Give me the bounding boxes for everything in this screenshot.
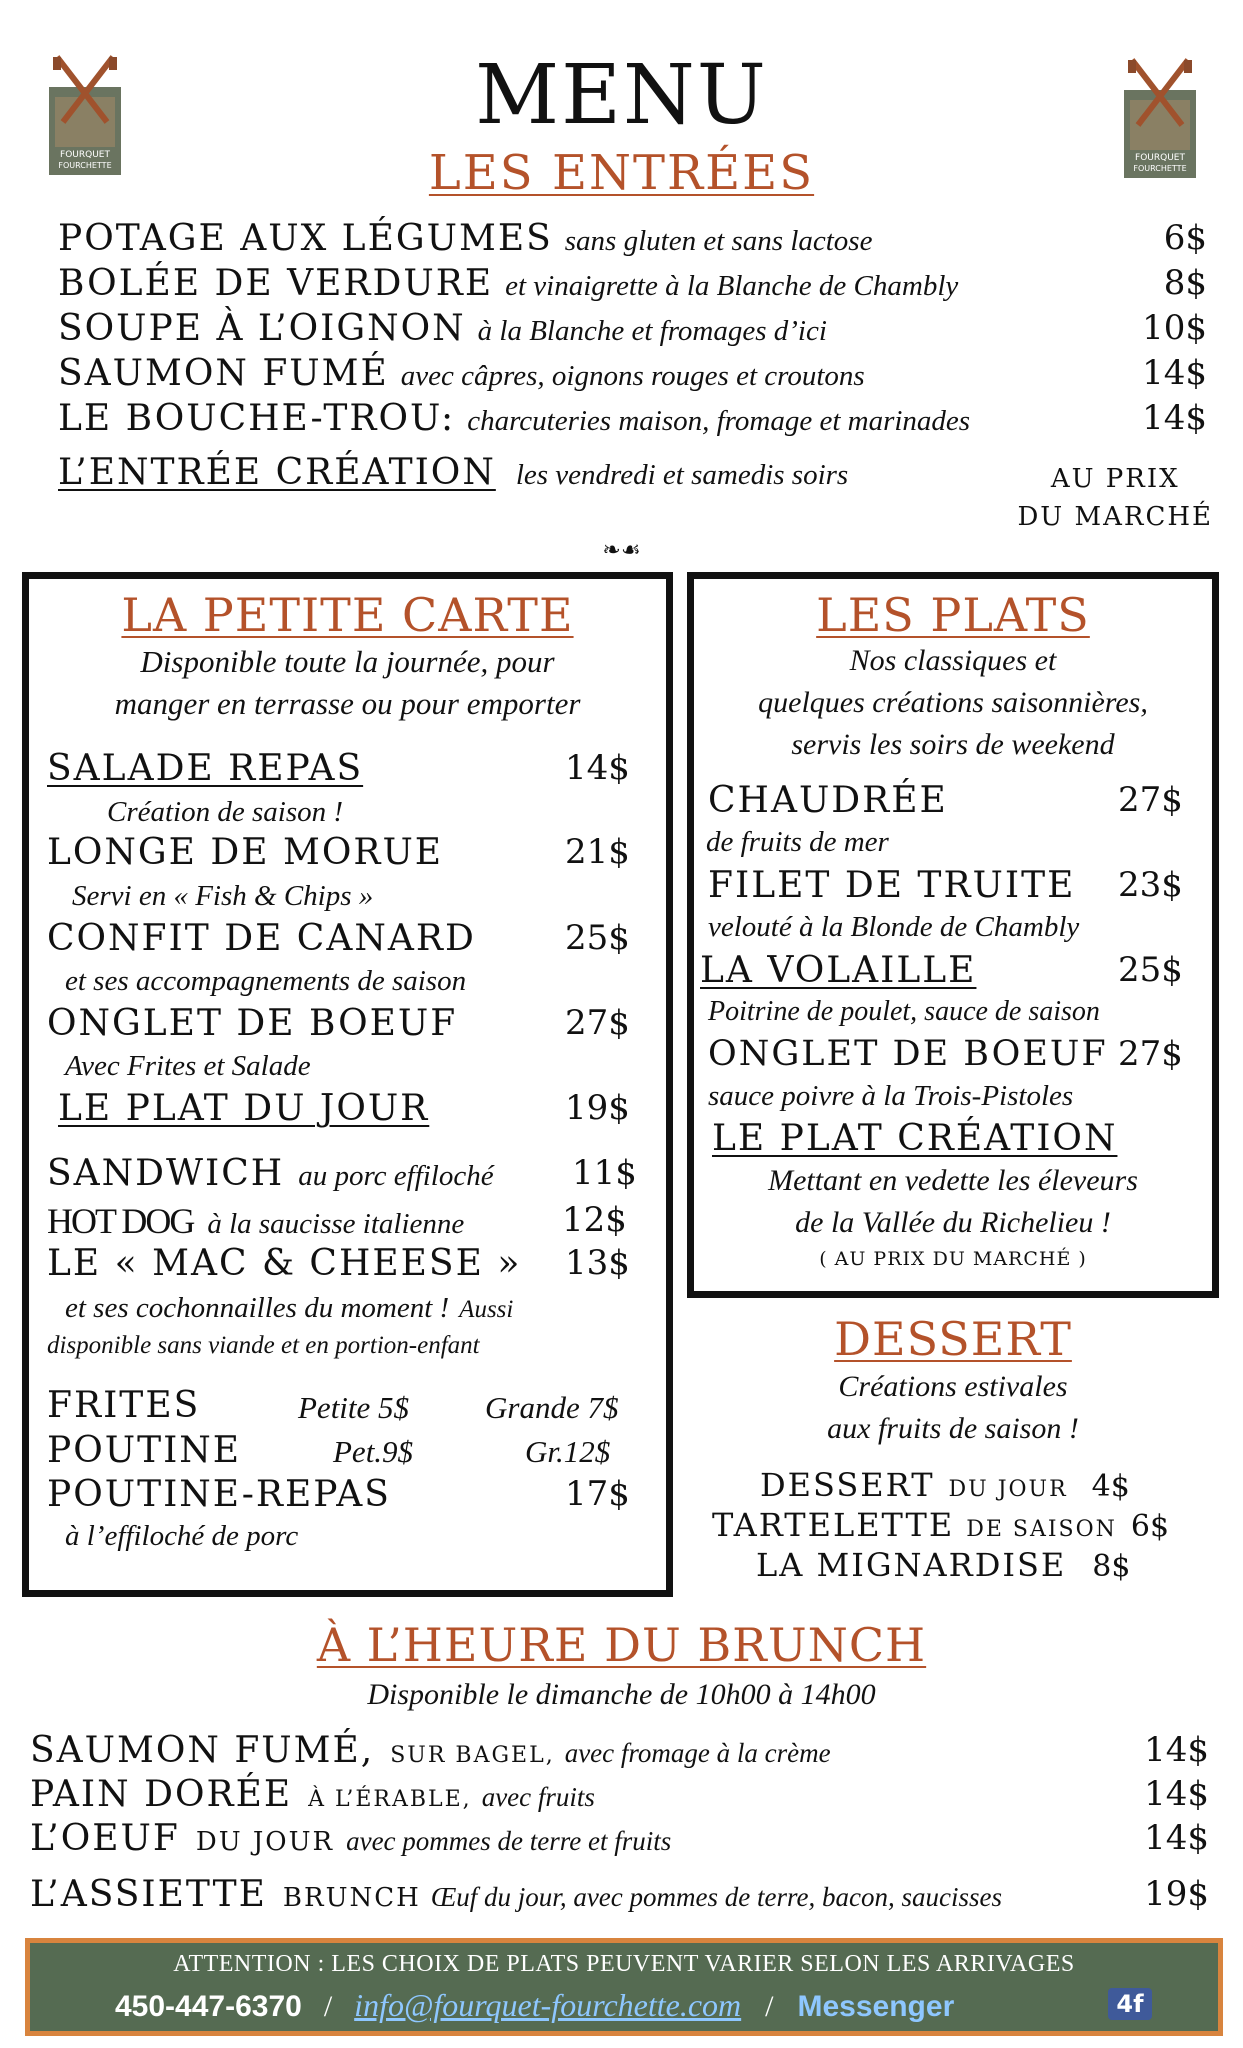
item-price: 14$ <box>1144 1818 1209 1858</box>
item-desc: avec fromage à la crème <box>564 1738 831 1768</box>
item-price: 14$ <box>1142 398 1207 438</box>
list-item <box>760 1466 1130 1504</box>
item-price: 25$ <box>565 918 630 958</box>
facebook-icon[interactable] <box>1108 1988 1152 2020</box>
list-item <box>712 1506 1169 1544</box>
item-desc: les vendredi et samedis soirs <box>515 459 849 491</box>
item-name: LONGE DE MORUE <box>47 832 444 873</box>
logo-text-1: FOURQUET <box>60 150 110 160</box>
entrees-heading: LES ENTRÉES <box>428 145 815 201</box>
plats-heading: LES PLATS <box>816 588 1090 642</box>
list-item <box>30 1818 671 1859</box>
item-desc: à la saucisse italienne <box>207 1208 465 1240</box>
item-desc: au porc effiloché <box>298 1160 494 1192</box>
item-price: 14$ <box>565 748 630 788</box>
item-desc: Œuf du jour, avec pommes de terre, bacon, saucisses <box>430 1882 1002 1912</box>
item-name: SAUMON FUMÉ, <box>30 1730 375 1771</box>
list-item <box>47 1153 494 1194</box>
item-desc: Avec Frites et Salade <box>65 1050 311 1082</box>
list-item <box>30 1874 1002 1915</box>
logo-text-2: FOURCHETTE <box>58 161 112 170</box>
item-desc: sauce poivre à la Trois-Pistoles <box>708 1080 1074 1112</box>
item-name: LE BOUCHE-TROU: <box>58 398 456 439</box>
item-desc: velouté à la Blonde de Chambly <box>708 911 1080 943</box>
dessert-subtitle-2: aux fruits de saison ! <box>827 1412 1079 1445</box>
item-name: SOUPE À L’OIGNON <box>58 308 466 349</box>
small-price: Pet.9$ <box>333 1434 414 1469</box>
item-sub: DE SAISON <box>966 1517 1117 1542</box>
phone-number[interactable]: 450-447-6370 <box>115 1990 302 2023</box>
market-price-line1: AU PRIX <box>1050 464 1180 494</box>
list-item <box>58 263 958 304</box>
item-desc: Création de saison ! <box>107 796 344 828</box>
item-name: ONGLET DE BOEUF <box>708 1034 1108 1074</box>
dessert-subtitle-1: Créations estivales <box>838 1370 1068 1403</box>
item-name: CONFIT DE CANARD <box>47 918 476 959</box>
item-price: 14$ <box>1144 1774 1209 1814</box>
separator: / <box>323 1990 333 2023</box>
item-desc: et vinaigrette à la Blanche de Chambly <box>505 270 959 302</box>
facebook-icon-label: 4f <box>1116 1990 1144 2018</box>
item-price: 14$ <box>1142 353 1207 393</box>
item-sub: DU JOUR <box>948 1477 1068 1502</box>
list-item <box>58 218 872 259</box>
plats-subtitle-2: quelques créations saisonnières, <box>758 686 1148 719</box>
item-price: 8$ <box>1163 263 1207 303</box>
item-name: ONGLET DE BOEUF <box>47 1003 458 1044</box>
list-item <box>756 1546 1130 1584</box>
small-price: Petite 5$ <box>298 1390 410 1425</box>
item-name: FILET DE TRUITE <box>708 865 1076 906</box>
item-desc: et ses accompagnements de saison <box>65 965 467 997</box>
logo-text-1: FOURQUET <box>1135 153 1185 163</box>
ornament-divider: ❧☙ <box>602 538 641 563</box>
item-price: 4$ <box>1091 1469 1130 1504</box>
item-desc: disponible sans viande et en portion-enfant <box>47 1332 480 1359</box>
item-desc-part: et ses cochonnailles du moment ! <box>65 1292 450 1324</box>
item-name: LA MIGNARDISE <box>756 1546 1067 1584</box>
messenger-link[interactable]: Messenger <box>797 1990 955 2023</box>
contact-row <box>115 1987 954 2024</box>
item-price: 25$ <box>1118 950 1183 990</box>
item-desc: avec câpres, oignons rouges et croutons <box>400 360 865 392</box>
item-name: LE PLAT DU JOUR <box>58 1088 430 1129</box>
item-price: 23$ <box>1118 865 1183 905</box>
item-name: BOLÉE DE VERDURE <box>58 263 494 304</box>
item-price: 19$ <box>565 1088 630 1128</box>
item-desc: de fruits de mer <box>706 826 889 858</box>
item-sub: À L’ÉRABLE, <box>308 1787 472 1812</box>
item-price: 12$ <box>562 1200 627 1240</box>
petite-carte-subtitle-2: manger en terrasse ou pour emporter <box>114 686 581 721</box>
item-desc: Mettant en vedette les éleveurs <box>768 1164 1138 1197</box>
item-price: 11$ <box>572 1153 637 1193</box>
large-price: Gr.12$ <box>525 1434 611 1469</box>
item-desc: charcuteries maison, fromage et marinades <box>467 405 971 437</box>
petite-carte-subtitle-1: Disponible toute la journée, pour <box>140 644 555 679</box>
item-price: 6$ <box>1163 218 1207 258</box>
item-name: HOT DOG <box>47 1201 194 1241</box>
petite-carte-heading: LA PETITE CARTE <box>121 588 574 642</box>
separator: / <box>765 1990 774 2023</box>
item-name: L’ENTRÉE CRÉATION <box>58 452 496 493</box>
item-name: POTAGE AUX LÉGUMES <box>58 218 553 259</box>
item-desc: à la Blanche et fromages d’ici <box>477 315 827 347</box>
item-name: POUTINE <box>47 1430 242 1471</box>
page-title: MENU <box>475 48 768 143</box>
item-desc: sans gluten et sans lactose <box>564 225 873 257</box>
item-name: SALADE REPAS <box>47 748 364 789</box>
item-name: PAIN DORÉE <box>30 1774 293 1815</box>
market-price-line2: DU MARCHÉ <box>1017 502 1213 532</box>
email-link[interactable]: info@fourquet-fourchette.com <box>354 1987 742 2023</box>
item-price: 27$ <box>1118 1034 1183 1074</box>
item-price: 13$ <box>565 1243 630 1283</box>
item-price: 27$ <box>565 1003 630 1043</box>
list-item <box>30 1730 831 1771</box>
list-item <box>58 452 848 493</box>
list-item <box>58 353 865 394</box>
item-price: 10$ <box>1142 308 1207 348</box>
item-desc: Servi en « Fish & Chips » <box>72 880 374 912</box>
item-price: 8$ <box>1092 1549 1131 1584</box>
item-name: DESSERT <box>760 1466 935 1504</box>
list-item <box>30 1774 595 1815</box>
market-note: ( AU PRIX DU MARCHÉ ) <box>819 1248 1087 1270</box>
list-item <box>58 308 827 349</box>
item-name: SANDWICH <box>47 1153 285 1194</box>
item-name: LE « MAC & CHEESE » <box>47 1243 522 1284</box>
item-desc <box>65 1292 513 1325</box>
brunch-heading: À L’HEURE DU BRUNCH <box>316 1618 927 1672</box>
item-name: SAUMON FUMÉ <box>58 353 389 394</box>
plats-subtitle-1: Nos classiques et <box>849 644 1057 677</box>
large-price: Grande 7$ <box>485 1390 619 1425</box>
item-desc: de la Vallée du Richelieu ! <box>795 1206 1111 1239</box>
item-price: 17$ <box>565 1474 630 1514</box>
item-sub: DU JOUR <box>195 1827 335 1857</box>
item-sub: SUR BAGEL, <box>390 1743 555 1768</box>
item-price: 6$ <box>1130 1509 1170 1544</box>
item-name: LA VOLAILLE <box>700 950 977 991</box>
market-price <box>1017 460 1213 536</box>
footer-banner <box>25 1938 1223 2036</box>
logo-text-2: FOURCHETTE <box>1133 164 1187 173</box>
item-price: 19$ <box>1144 1874 1209 1914</box>
item-price: 27$ <box>1118 780 1183 820</box>
item-desc: avec fruits <box>481 1782 595 1812</box>
dessert-heading: DESSERT <box>834 1312 1072 1366</box>
item-desc: Poitrine de poulet, sauce de saison <box>708 996 1100 1027</box>
item-price: 14$ <box>1144 1730 1209 1770</box>
item-price: 21$ <box>565 832 630 872</box>
item-desc: avec pommes de terre et fruits <box>346 1826 672 1856</box>
brunch-subtitle: Disponible le dimanche de 10h00 à 14h00 <box>367 1678 876 1711</box>
list-item <box>47 1200 464 1242</box>
plats-subtitle-3: servis les soirs de weekend <box>791 728 1115 761</box>
list-item <box>58 398 970 439</box>
item-name: TARTELETTE <box>712 1506 955 1544</box>
item-name: L’OEUF <box>30 1818 180 1859</box>
item-name: CHAUDRÉE <box>708 780 948 821</box>
item-name: FRITES <box>47 1385 201 1426</box>
item-desc: à l’effiloché de porc <box>65 1520 299 1552</box>
item-sub: BRUNCH <box>282 1883 421 1913</box>
item-desc-part: Aussi <box>459 1296 514 1323</box>
footer-notice: ATTENTION : LES CHOIX DE PLATS PEUVENT VARIER SELON LES ARRIVAGES <box>173 1951 1075 1977</box>
item-name: L’ASSIETTE <box>30 1874 267 1915</box>
item-name: POUTINE-REPAS <box>47 1474 391 1515</box>
item-name: LE PLAT CRÉATION <box>712 1118 1118 1159</box>
